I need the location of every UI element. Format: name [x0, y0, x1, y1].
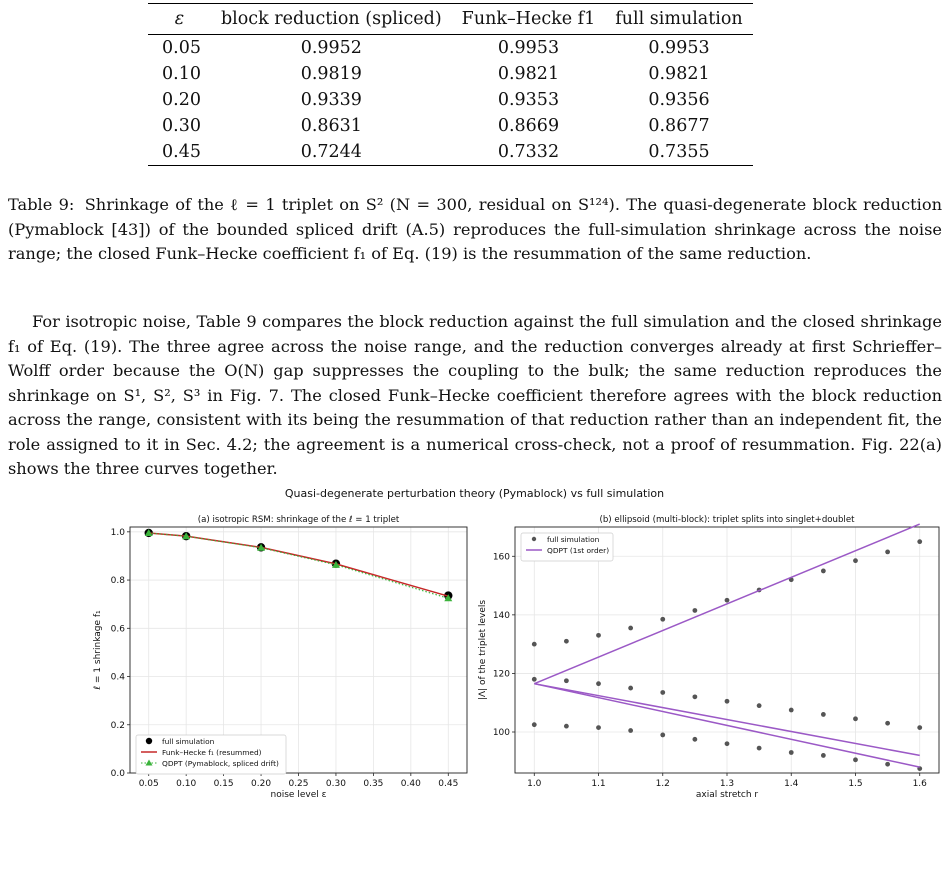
- y-axis-label: ℓ = 1 shrinkage f₁: [93, 610, 103, 690]
- data-point: [789, 750, 794, 755]
- table-header-row: [148, 4, 753, 35]
- data-point: [885, 762, 890, 767]
- table-row: [148, 113, 753, 139]
- data-point: [885, 549, 890, 554]
- x-tick-label: 1.4: [784, 779, 799, 789]
- table-cell: 0.9353: [497, 90, 560, 110]
- results-table: [148, 3, 753, 166]
- data-point: [853, 558, 858, 563]
- y-tick-label: 0.0: [110, 769, 125, 779]
- table-cell: 0.9821: [497, 64, 560, 84]
- data-point: [660, 733, 665, 738]
- data-point: [757, 703, 762, 708]
- table-cell: 0.9953: [497, 38, 560, 58]
- data-point: [725, 598, 730, 603]
- y-tick-label: 0.4: [110, 672, 125, 683]
- data-point: [596, 633, 601, 638]
- figure: [0, 470, 949, 869]
- legend-label: full simulation: [547, 535, 600, 544]
- data-point: [853, 757, 858, 762]
- table-header-cell: block reduction (spliced): [220, 9, 442, 29]
- x-axis-label: axial stretch r: [695, 790, 759, 800]
- data-point: [564, 639, 569, 644]
- data-point: [532, 722, 537, 727]
- data-point: [532, 642, 537, 647]
- x-tick-label: 0.35: [363, 779, 384, 789]
- data-point: [564, 724, 569, 729]
- table-cell: 0.8631: [300, 116, 362, 136]
- x-tick-label: 1.2: [655, 779, 670, 789]
- legend-label: QDPT (Pymablock, spliced drift): [162, 759, 279, 768]
- table-row: [148, 87, 753, 113]
- x-tick-label: 0.30: [325, 779, 346, 789]
- body-paragraph: For isotropic noise, Table 9 compares the block reduction against the full simulation and the closed shrinkage f₁ of Eq. (19). The three agree across the noise range, and the reduction converges already at first Schrieffer–Wolff order because the O(N) gap suppresses the coupling to the bulk; the same reduction reproduces the shrinkage on S¹, S², S³ in Fig. 7. The closed Funk–Hecke coefficient therefore agrees with the block reduction across the range, consistent with its being the resummation of that reduction rather than an independent fit, the role assigned to it in Sec. 4.2; the agreement is a numerical cross-check, not a proof of resummation. Fig. 22(a) shows the three curves together.: [8, 312, 942, 478]
- legend-swatch: [532, 537, 536, 541]
- table-header-cell: Funk–Hecke f1: [461, 9, 596, 29]
- chart-title: (a) isotropic RSM: shrinkage of the ℓ = 1 triplet: [197, 515, 400, 525]
- x-tick-label: 0.45: [438, 779, 459, 789]
- x-tick-label: 0.05: [138, 779, 159, 789]
- data-point: [853, 716, 858, 721]
- data-point: [725, 699, 730, 704]
- data-point: [628, 686, 633, 691]
- x-tick-label: 0.25: [288, 779, 309, 789]
- x-tick-label: 1.5: [848, 779, 863, 789]
- chart-b: [0, 470, 949, 869]
- table-cell: 0.9953: [648, 38, 710, 58]
- table-row: [148, 35, 753, 62]
- data-point: [725, 741, 730, 746]
- data-point: [692, 694, 697, 699]
- y-tick-label: 100: [492, 728, 510, 738]
- table-cell: 0.8669: [497, 116, 560, 136]
- table-cell: 0.9952: [300, 38, 362, 58]
- data-point: [789, 708, 794, 713]
- data-point: [821, 753, 826, 758]
- x-tick-label: 1.3: [719, 779, 735, 789]
- y-axis-label: |Λ| of the triplet levels: [478, 599, 488, 701]
- table-cell: 0.7332: [497, 142, 560, 162]
- y-tick-label: 120: [492, 669, 510, 680]
- data-point: [917, 539, 922, 544]
- caption-text: Shrinkage of the ℓ = 1 triplet on S² (N = 300, residual on S¹²⁴). The quasi-degenerate block reduction (Pymablock [43]) of the bounded spliced drift (A.5) reproduces the full-simulation shrinkage across the noise range; the closed Funk–Hecke coefficient f₁ of Eq. (19) is the resummation of the same reduction.: [8, 195, 942, 263]
- data-point: [692, 608, 697, 613]
- legend-label: full simulation: [162, 737, 215, 746]
- y-tick-label: 140: [492, 610, 510, 621]
- x-tick-label: 1.6: [912, 779, 927, 789]
- table-caption: [8, 193, 942, 267]
- data-point: [596, 725, 601, 730]
- data-point: [628, 626, 633, 631]
- table-cell: 0.05: [162, 38, 201, 58]
- table-header-cell: ε: [174, 9, 185, 29]
- x-tick-label: 1.1: [591, 779, 606, 789]
- table-cell: 0.30: [162, 116, 201, 136]
- y-tick-label: 160: [492, 552, 510, 563]
- y-tick-label: 0.2: [110, 720, 125, 731]
- data-point: [821, 569, 826, 574]
- y-tick-label: 0.6: [110, 624, 125, 635]
- data-point: [660, 690, 665, 695]
- table-cell: 0.9339: [300, 90, 362, 110]
- legend-label: QDPT (1st order): [547, 546, 610, 555]
- x-axis-label: noise level ε: [270, 790, 327, 800]
- y-tick-label: 1.0: [110, 527, 125, 538]
- y-tick-label: 0.8: [110, 576, 125, 587]
- x-tick-label: 0.10: [176, 779, 197, 789]
- data-point: [917, 725, 922, 730]
- table-row: [148, 61, 753, 87]
- table-cell: 0.9819: [300, 64, 362, 84]
- data-point: [885, 721, 890, 726]
- x-tick-label: 1.0: [527, 779, 542, 789]
- caption-label: Table 9:: [8, 195, 75, 214]
- table-cell: 0.8677: [648, 116, 710, 136]
- table-cell: 0.9356: [648, 90, 710, 110]
- table-header-cell: full simulation: [615, 9, 743, 29]
- table-cell: 0.9821: [648, 64, 710, 84]
- x-tick-label: 0.20: [251, 779, 272, 789]
- figure-suptitle: Quasi-degenerate perturbation theory (Pymablock) vs full simulation: [284, 487, 665, 500]
- data-point: [660, 617, 665, 622]
- data-point: [628, 728, 633, 733]
- table-cell: 0.7355: [648, 142, 710, 162]
- data-point: [532, 677, 537, 682]
- data-point: [821, 712, 826, 717]
- table-cell: 0.10: [162, 64, 201, 84]
- data-point: [564, 678, 569, 683]
- legend-label: Funk–Hecke f₁ (resummed): [162, 748, 262, 757]
- x-tick-label: 0.15: [213, 779, 234, 789]
- data-point: [757, 746, 762, 751]
- table-body: [148, 35, 753, 166]
- x-tick-label: 0.40: [400, 779, 421, 789]
- table-row: [148, 139, 753, 166]
- data-point: [692, 737, 697, 742]
- table-cell: 0.20: [162, 90, 201, 110]
- table-cell: 0.7244: [300, 142, 362, 162]
- table-cell: 0.45: [162, 142, 201, 162]
- chart-title: (b) ellipsoid (multi-block): triplet splits into singlet+doublet: [599, 515, 855, 525]
- data-point: [596, 681, 601, 686]
